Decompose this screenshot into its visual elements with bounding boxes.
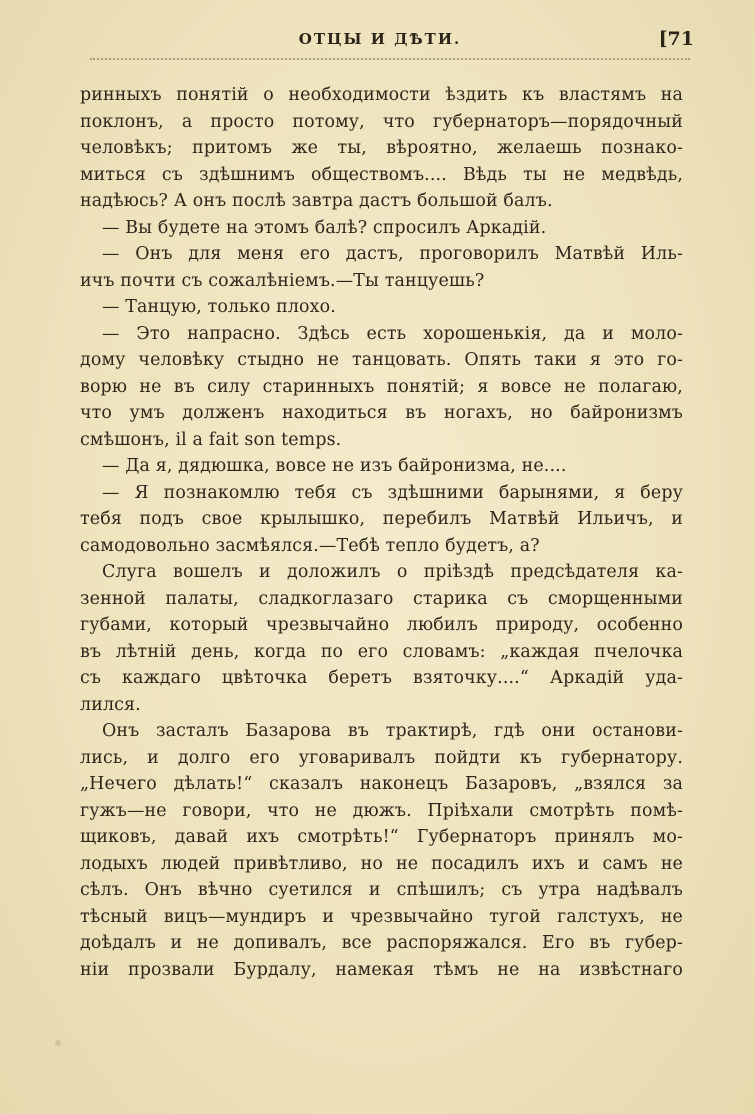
text-line: — Онъ для меня его дастъ, проговорилъ Матвѣй Иль- — [102, 244, 683, 264]
text-line: „Нечего дѣлать!“ сказалъ наконецъ Базаровъ, „взялся за — [80, 774, 683, 794]
text-line: ринныхъ понятій о необходимости ѣздить къ властямъ на — [80, 85, 683, 105]
text-line: — Да я, дядюшка, вовсе не изъ байронизма, не.... — [102, 456, 567, 476]
header-divider — [90, 58, 690, 60]
page-number: [71 — [658, 28, 694, 50]
text-line: зенной палаты, сладкоглазаго старика съ сморщенными — [80, 588, 683, 609]
text-line: ніи прозвали Бурдалу, намекая тѣмъ не на извѣстнаго — [80, 959, 683, 980]
text-line: человѣкъ; притомъ же ты, вѣроятно, желаешь познако- — [80, 138, 683, 158]
text-line: поклонъ, а просто потому, что губернаторъ—порядочный — [80, 111, 683, 132]
text-line: гужъ—не говори, что не дюжъ. Пріѣхали смотрѣть помѣ- — [80, 800, 683, 821]
text-line: ичъ почти съ сожалѣніемъ.—Ты танцуешь? — [80, 270, 485, 291]
text-line: Слуга вошелъ и доложилъ о пріѣздѣ предсѣдателя ка- — [102, 562, 683, 582]
text-line: — Танцую, только плохо. — [102, 297, 336, 317]
text-line: дому человѣку стыдно не танцовать. Опять таки я это го- — [80, 350, 683, 370]
text-line: — Вы будете на этомъ балѣ? спросилъ Аркадій. — [102, 217, 547, 238]
text-line: лился. — [80, 694, 141, 715]
text-line: тебя подъ свое крылышко, перебилъ Матвѣй Ильичъ, и — [80, 509, 683, 529]
text-line: ворю не въ силу старинныхъ понятій; я вовсе не полагаю, — [80, 376, 683, 397]
paper-blemish — [55, 1040, 61, 1046]
text-line: Онъ засталъ Базарова въ трактирѣ, гдѣ они останови- — [102, 721, 683, 741]
text-line: лись, и долго его уговаривалъ пойдти къ губернатору. — [80, 747, 683, 768]
text-line: самодовольно засмѣялся.—Тебѣ тепло будетъ, а? — [80, 535, 540, 556]
text-line: — Это напрасно. Здѣсь есть хорошенькія, да и моло- — [102, 323, 683, 344]
text-line: миться съ здѣшнимъ обществомъ.... Вѣдь ты не медвѣдь, — [80, 164, 683, 185]
text-line: губами, который чрезвычайно любилъ природу, особенно — [80, 615, 683, 635]
text-line: — Я познакомлю тебя съ здѣшними барынями, я беру — [102, 482, 683, 503]
text-line: съ каждаго цвѣточка беретъ взяточку....“ Аркадій уда- — [80, 668, 683, 688]
text-line: тѣсный вицъ—мундиръ и чрезвычайно тугой галстухъ, не — [80, 906, 683, 927]
body-text — [80, 82, 683, 983]
text-line: надѣюсь? А онъ послѣ завтра дастъ большой балъ. — [80, 191, 553, 211]
text-line: щиковъ, давай ихъ смотрѣть!“ Губернаторъ принялъ мо- — [80, 827, 683, 847]
text-line: сѣлъ. Онъ вѣчно суетился и спѣшилъ; съ утра надѣвалъ — [80, 880, 683, 900]
text-line: въ лѣтній день, когда по его словамъ: „каждая пчелочка — [80, 641, 683, 662]
page-header — [70, 28, 694, 56]
text-line: доѣдалъ и не допивалъ, все распоряжался. Его въ губер- — [80, 933, 683, 953]
running-title: ОТЦЫ И ДѢТИ. — [298, 30, 462, 48]
text-line: лодыхъ людей привѣтливо, но не посадилъ ихъ и самъ не — [80, 853, 683, 874]
text-line: что умъ долженъ находиться въ ногахъ, но байронизмъ — [80, 403, 683, 423]
text-line: смѣшонъ, il a fait son temps. — [80, 429, 342, 450]
